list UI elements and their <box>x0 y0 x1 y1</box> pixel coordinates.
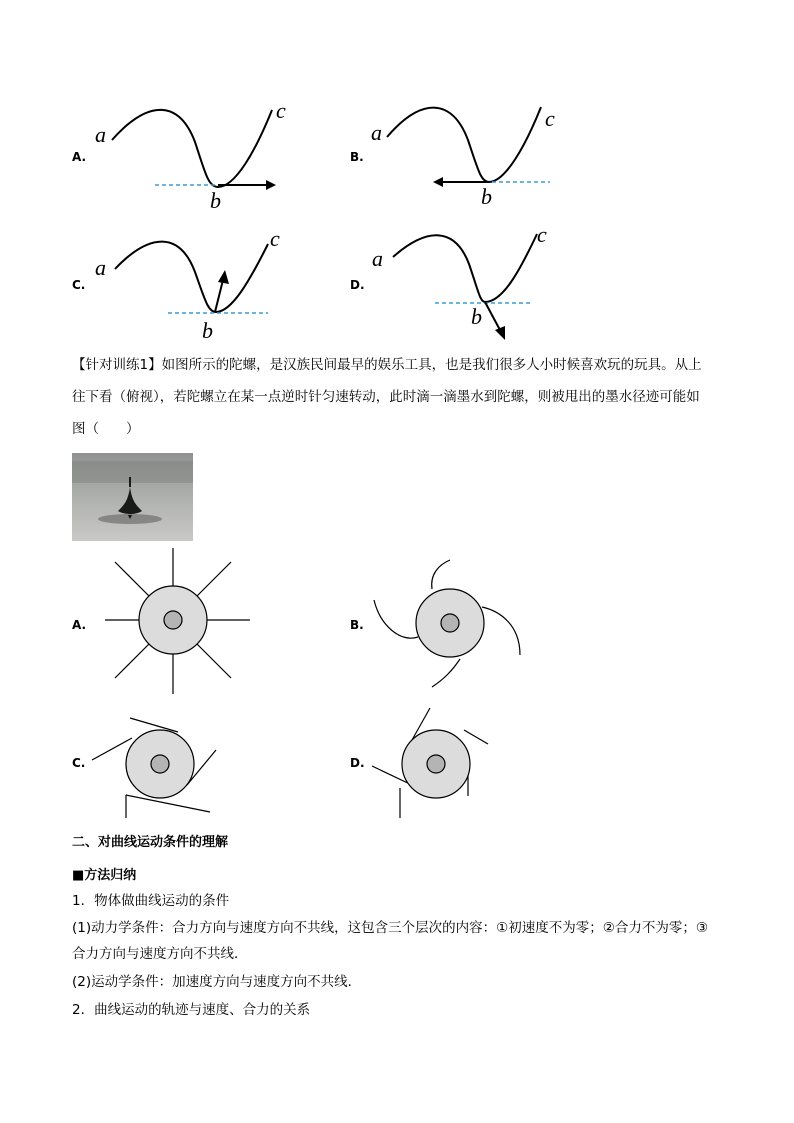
force-arrow <box>485 302 500 330</box>
section-title: 二、对曲线运动条件的理解 <box>72 835 229 850</box>
point-b: b <box>471 304 482 329</box>
option-c-label: C. <box>72 278 86 292</box>
training-text-1: 如图所示的陀螺，是汉族民间最早的娱乐工具，也是我们很多人小时候喜欢玩的玩具。从上 <box>161 357 702 373</box>
point-a: a <box>95 122 106 147</box>
point-c: c <box>270 226 280 251</box>
spinning-top-photo <box>72 453 193 541</box>
item-1-2: (2)运动学条件：加速度方向与速度方向不共线． <box>72 974 362 990</box>
force-arrow <box>215 280 223 312</box>
training-line-3: 图（ ） <box>72 421 140 437</box>
velocity-arrowhead <box>266 180 276 190</box>
point-b: b <box>210 188 221 213</box>
trajectory-curve <box>393 234 537 302</box>
force-arrowhead <box>495 326 505 340</box>
option-d-label: D. <box>350 278 365 292</box>
top-view-figure-a <box>105 548 255 696</box>
method-title: ■方法归纳 <box>72 868 137 883</box>
point-a: a <box>372 246 383 271</box>
training-tag: 【针对训练1】 <box>72 357 162 373</box>
trajectory-curve <box>112 110 272 187</box>
curve-figure-a <box>90 92 310 217</box>
point-c: c <box>545 106 555 131</box>
top-view-figure-b <box>370 555 525 695</box>
curve-figure-d <box>365 222 585 347</box>
item-2: 2．曲线运动的轨迹与速度、合力的关系 <box>72 1002 311 1018</box>
training-line-2: 往下看（俯视），若陀螺立在某一点逆时针匀速转动，此时滴一滴墨水到陀螺，则被甩出的墨水径迹可能如 <box>72 389 700 405</box>
training-line-1 <box>72 355 702 375</box>
point-b: b <box>202 318 213 343</box>
top-view-figure-d <box>370 708 495 823</box>
force-arrowhead <box>218 270 229 284</box>
trajectory-curve <box>387 107 541 182</box>
option-a-label: A. <box>72 150 87 164</box>
trajectory-curve <box>115 242 268 312</box>
point-c: c <box>276 98 286 123</box>
item-1-1-line-2: 合力方向与速度方向不共线． <box>72 946 248 962</box>
item-1: 1．物体做曲线运动的条件 <box>72 893 230 909</box>
point-b: b <box>481 184 492 209</box>
curve-figure-b <box>365 92 585 217</box>
option-b-label: B. <box>350 150 364 164</box>
velocity-arrowhead <box>433 177 443 187</box>
top-option-c-label: C. <box>72 756 86 770</box>
top-view-figure-c <box>92 710 222 822</box>
top-option-b-label: B. <box>350 618 364 632</box>
point-c: c <box>537 222 547 247</box>
curve-figure-c <box>90 222 310 347</box>
point-a: a <box>371 120 382 145</box>
point-a: a <box>95 255 106 280</box>
top-option-a-label: A. <box>72 618 87 632</box>
item-1-1-line-1: (1)动力学条件：合力方向与速度方向不共线，这包含三个层次的内容：①初速度不为零；②合力不为零；③ <box>72 920 708 936</box>
top-option-d-label: D. <box>350 756 365 770</box>
